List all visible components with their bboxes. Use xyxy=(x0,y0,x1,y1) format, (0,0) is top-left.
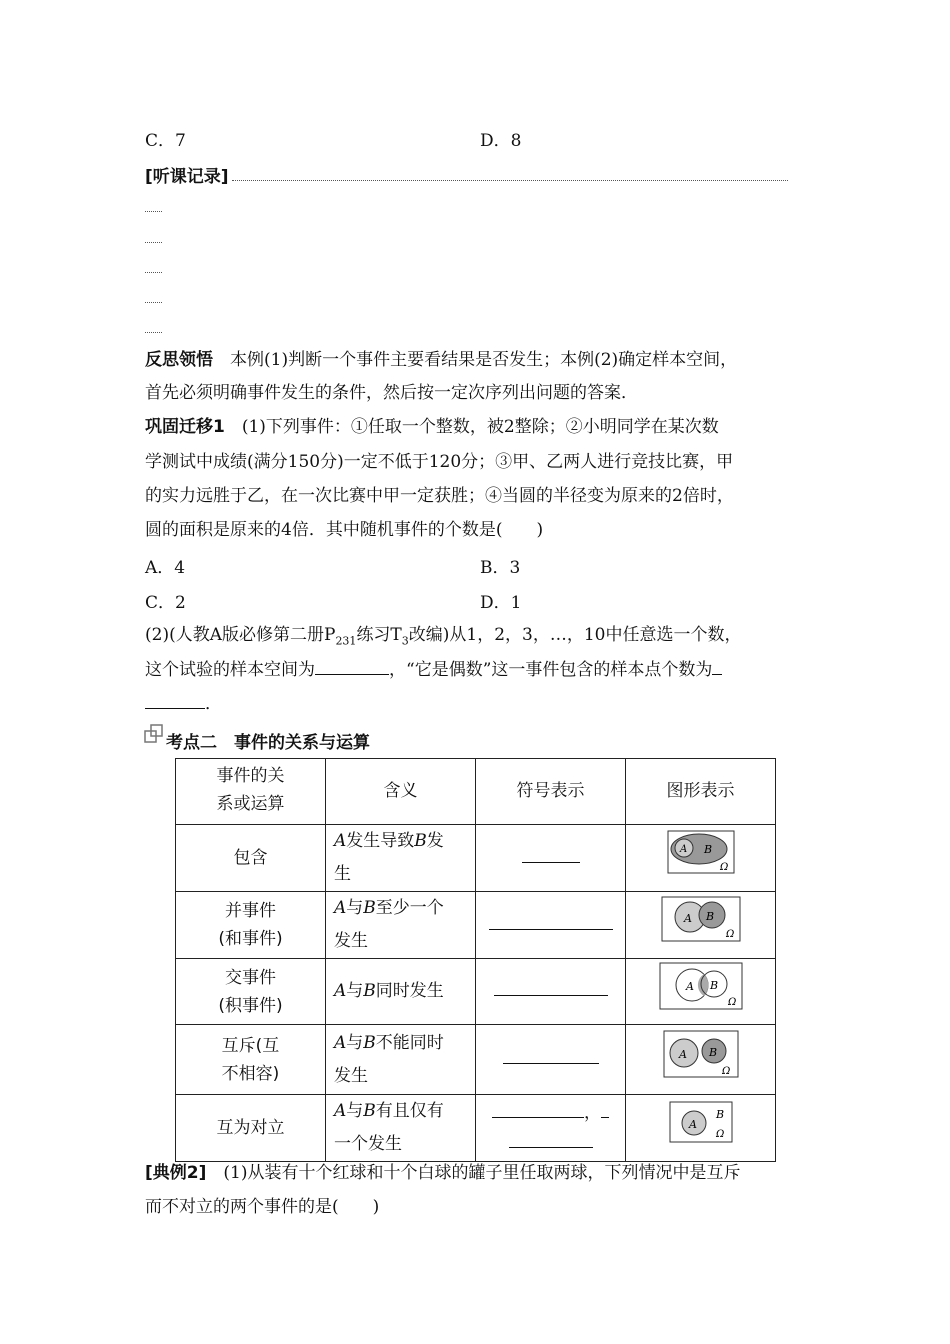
notes-label: [听课记录] xyxy=(145,167,229,187)
reflection-label: 反思领悟 xyxy=(145,350,213,370)
relation-meaning: A与B有且仅有 一个发生 xyxy=(326,1095,476,1162)
header-cell: 图形表示 xyxy=(626,759,776,825)
symbol-blank: ， xyxy=(476,1095,626,1162)
header-cell: 符号表示 xyxy=(476,759,626,825)
reflection-line-2: 首先必须明确事件发生的条件，然后按一定次序列出问题的答案． xyxy=(145,383,638,403)
answer-blank xyxy=(145,692,205,709)
relation-table xyxy=(175,758,776,1162)
svg-text:Ω: Ω xyxy=(725,929,734,940)
table-row xyxy=(176,959,776,1025)
symbol-blank xyxy=(476,892,626,959)
svg-text:Ω: Ω xyxy=(721,1065,730,1077)
svg-text:A: A xyxy=(678,1047,687,1061)
relation-meaning: A与B至少一个 发生 xyxy=(326,892,476,959)
option-d: D．8 xyxy=(480,131,522,151)
answer-blank xyxy=(712,658,722,675)
venn-diagram xyxy=(668,1100,734,1144)
venn-complement xyxy=(626,1095,776,1162)
table-row xyxy=(176,892,776,959)
svg-text:B: B xyxy=(715,1108,724,1121)
svg-text:Ω: Ω xyxy=(727,996,736,1008)
venn-diagram xyxy=(658,961,744,1011)
practice-option-b: B．3 xyxy=(480,558,521,578)
svg-text:B: B xyxy=(705,910,714,923)
practice-option-d: D．1 xyxy=(480,593,522,613)
reflection-line-1: 反思领悟 本例(1)判断一个事件主要看结果是否发生；本例(2)确定样本空间， xyxy=(145,350,738,370)
svg-text:B: B xyxy=(703,843,712,856)
practice-line-3: 的实力远胜于乙，在一次比赛中甲一定获胜；④当圆的半径变为原来的2倍时， xyxy=(145,486,734,506)
relation-meaning: A与B同时发生 xyxy=(326,959,476,1025)
practice-line-1: 巩固迁移1 (1)下列事件：①任取一个整数，被2整除；②小明同学在某次数 xyxy=(145,417,719,437)
header-cell: 事件的关 系或运算 xyxy=(176,759,326,825)
svg-text:Ω: Ω xyxy=(719,862,728,873)
table-row xyxy=(176,825,776,892)
relation-name: 互为对立 xyxy=(176,1095,326,1162)
notes-line xyxy=(145,302,162,303)
symbol-blank xyxy=(476,825,626,892)
venn-diagram xyxy=(666,829,736,875)
venn-intersection xyxy=(626,959,776,1025)
venn-exclusive xyxy=(626,1025,776,1095)
option-c: C．7 xyxy=(145,131,186,151)
svg-text:A: A xyxy=(685,979,694,993)
symbol-blank xyxy=(476,1025,626,1095)
venn-containment xyxy=(626,825,776,892)
notes-line xyxy=(145,211,162,212)
practice-q2-line-2: 这个试验的样本空间为 ，“它是偶数”这一事件包含的样本点个数为 xyxy=(145,658,722,682)
relation-name: 交事件 (积事件) xyxy=(176,959,326,1025)
relation-name: 并事件 (和事件) xyxy=(176,892,326,959)
example-line-1: [典例2] (1)从装有十个红球和十个白球的罐子里任取两球，下列情况中是互斥 xyxy=(145,1163,741,1183)
svg-text:A: A xyxy=(679,844,687,855)
svg-text:B: B xyxy=(708,1045,717,1059)
section-title: 考点二 事件的关系与运算 xyxy=(166,733,370,753)
venn-diagram xyxy=(662,1029,740,1079)
answer-blank xyxy=(315,658,389,675)
table-header-row xyxy=(176,759,776,825)
relation-name: 互斥(互 不相容) xyxy=(176,1025,326,1095)
notes-line xyxy=(145,242,162,243)
table-row xyxy=(176,1095,776,1162)
example-line-2: 而不对立的两个事件的是( ) xyxy=(145,1197,380,1217)
svg-text:A: A xyxy=(683,912,692,925)
practice-q2-line-3: ． xyxy=(145,692,222,716)
notes-line xyxy=(145,272,162,273)
svg-text:B: B xyxy=(709,978,718,992)
practice-option-a: A．4 xyxy=(145,558,186,578)
venn-union xyxy=(626,892,776,959)
symbol-blank xyxy=(476,959,626,1025)
practice-label: 巩固迁移1 xyxy=(145,417,225,437)
practice-option-c: C．2 xyxy=(145,593,186,613)
relation-name: 包含 xyxy=(176,825,326,892)
relation-meaning: A发生导致B发 生 xyxy=(326,825,476,892)
notes-line xyxy=(232,180,788,181)
svg-text:Ω: Ω xyxy=(715,1129,724,1140)
relation-meaning: A与B不能同时 发生 xyxy=(326,1025,476,1095)
practice-line-2: 学测试中成绩(满分150分)一定不低于120分；③甲、乙两人进行竞技比赛，甲 xyxy=(145,452,734,472)
table-row xyxy=(176,1025,776,1095)
header-cell: 含义 xyxy=(326,759,476,825)
notes-line xyxy=(145,332,162,333)
venn-diagram xyxy=(660,895,742,943)
practice-q2-line-1: (2)(人教A版必修第二册$P_{231}$练习$T_3$改编)从1，2，3，…，10中任意选一个数， xyxy=(145,625,742,648)
example-label: [典例2] xyxy=(145,1163,207,1183)
practice-line-4: 圆的面积是原来的4倍．其中随机事件的个数是( ) xyxy=(145,520,544,540)
section-icon xyxy=(144,724,164,744)
svg-text:A: A xyxy=(688,1118,697,1131)
